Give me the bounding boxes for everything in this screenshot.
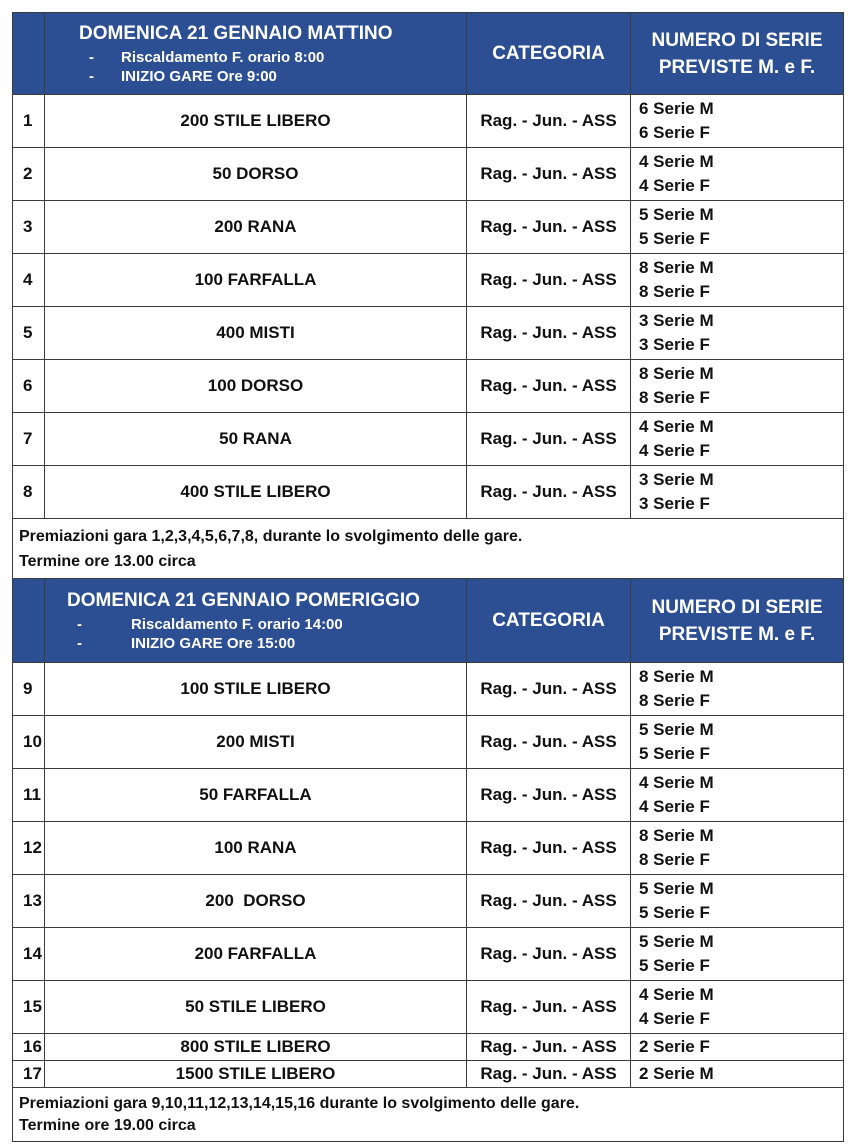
series-female: 5 Serie F	[639, 229, 710, 248]
event-series	[631, 201, 844, 254]
series-male: 4 Serie M	[639, 985, 714, 1004]
morning-bullets	[79, 48, 466, 86]
afternoon-start-time: - INIZIO GARE Ore 15:00	[67, 634, 466, 653]
morning-end-time-note: Termine ore 13.00 circa	[19, 552, 196, 570]
event-name: 100 RANA	[45, 822, 467, 875]
series-header-line1: NUMERO DI SERIE	[651, 29, 823, 51]
series-male: 8 Serie M	[639, 258, 714, 277]
morning-notes-row	[13, 519, 844, 579]
table-row	[13, 928, 844, 981]
afternoon-notes-cell	[13, 1088, 844, 1142]
event-name: 200 DORSO	[45, 875, 467, 928]
event-series	[631, 981, 844, 1034]
series-female: 2 Serie F	[639, 1037, 710, 1056]
table-row	[13, 95, 844, 148]
series-header	[631, 579, 844, 663]
table-row	[13, 1034, 844, 1061]
series-female: 8 Serie F	[639, 850, 710, 869]
series-female: 3 Serie F	[639, 335, 710, 354]
event-category: Rag. - Jun. - ASS	[467, 981, 631, 1034]
event-series	[631, 716, 844, 769]
header-blank-cell	[13, 579, 45, 663]
event-number: 15	[13, 981, 45, 1034]
event-series	[631, 95, 844, 148]
event-series	[631, 413, 844, 466]
event-category: Rag. - Jun. - ASS	[467, 466, 631, 519]
afternoon-warmup: - Riscaldamento F. orario 14:00	[67, 615, 466, 634]
morning-header-cell	[45, 13, 467, 95]
series-female: 5 Serie F	[639, 903, 710, 922]
afternoon-end-time-note: Termine ore 19.00 circa	[19, 1116, 196, 1134]
series-male: 5 Serie M	[639, 932, 714, 951]
event-name: 400 STILE LIBERO	[45, 466, 467, 519]
morning-header-row	[13, 13, 844, 95]
event-number: 1	[13, 95, 45, 148]
event-number: 5	[13, 307, 45, 360]
afternoon-header-row	[13, 579, 844, 663]
category-header: CATEGORIA	[467, 579, 631, 663]
table-row	[13, 360, 844, 413]
series-male: 5 Serie M	[639, 720, 714, 739]
event-number: 17	[13, 1061, 45, 1088]
event-series	[631, 1034, 844, 1061]
event-category: Rag. - Jun. - ASS	[467, 413, 631, 466]
event-number: 10	[13, 716, 45, 769]
header-blank-cell	[13, 13, 45, 95]
series-male: 5 Serie M	[639, 879, 714, 898]
afternoon-header-cell	[45, 579, 467, 663]
schedule-table	[12, 12, 844, 1142]
series-male: 8 Serie M	[639, 364, 714, 383]
event-series	[631, 822, 844, 875]
event-number: 12	[13, 822, 45, 875]
event-name: 100 DORSO	[45, 360, 467, 413]
event-name: 400 MISTI	[45, 307, 467, 360]
series-female: 8 Serie F	[639, 691, 710, 710]
event-category: Rag. - Jun. - ASS	[467, 1061, 631, 1088]
event-name: 200 MISTI	[45, 716, 467, 769]
series-female: 8 Serie F	[639, 282, 710, 301]
event-number: 3	[13, 201, 45, 254]
series-female: 5 Serie F	[639, 956, 710, 975]
event-name: 50 RANA	[45, 413, 467, 466]
event-category: Rag. - Jun. - ASS	[467, 663, 631, 716]
event-series	[631, 360, 844, 413]
event-category: Rag. - Jun. - ASS	[467, 307, 631, 360]
series-female: 5 Serie F	[639, 744, 710, 763]
event-name: 50 FARFALLA	[45, 769, 467, 822]
event-category: Rag. - Jun. - ASS	[467, 95, 631, 148]
event-number: 4	[13, 254, 45, 307]
event-category: Rag. - Jun. - ASS	[467, 875, 631, 928]
event-name: 1500 STILE LIBERO	[45, 1061, 467, 1088]
category-header: CATEGORIA	[467, 13, 631, 95]
series-header-line2: PREVISTE M. e F.	[658, 56, 816, 78]
table-row	[13, 307, 844, 360]
series-male: 3 Serie M	[639, 311, 714, 330]
event-series	[631, 307, 844, 360]
table-row	[13, 466, 844, 519]
table-row	[13, 716, 844, 769]
afternoon-bullets	[67, 615, 466, 653]
schedule-sheet	[12, 12, 843, 1142]
event-category: Rag. - Jun. - ASS	[467, 148, 631, 201]
series-male: 2 Serie M	[639, 1064, 714, 1083]
event-number: 14	[13, 928, 45, 981]
event-name: 100 FARFALLA	[45, 254, 467, 307]
event-category: Rag. - Jun. - ASS	[467, 928, 631, 981]
table-row	[13, 981, 844, 1034]
event-series	[631, 875, 844, 928]
morning-notes-cell	[13, 519, 844, 579]
afternoon-awards-note: Premiazioni gara 9,10,11,12,13,14,15,16 durante lo svolgimento delle gare.	[19, 1094, 580, 1112]
event-category: Rag. - Jun. - ASS	[467, 1034, 631, 1061]
series-male: 8 Serie M	[639, 826, 714, 845]
series-header	[631, 13, 844, 95]
event-name: 200 FARFALLA	[45, 928, 467, 981]
morning-awards-note: Premiazioni gara 1,2,3,4,5,6,7,8, durante lo svolgimento delle gare.	[19, 527, 523, 545]
series-male: 4 Serie M	[639, 417, 714, 436]
series-female: 4 Serie F	[639, 1009, 710, 1028]
table-row	[13, 663, 844, 716]
event-name: 200 RANA	[45, 201, 467, 254]
event-number: 6	[13, 360, 45, 413]
morning-start-time: - INIZIO GARE Ore 9:00	[79, 67, 466, 86]
series-female: 4 Serie F	[639, 176, 710, 195]
series-female: 3 Serie F	[639, 494, 710, 513]
event-number: 13	[13, 875, 45, 928]
event-series	[631, 1061, 844, 1088]
event-number: 11	[13, 769, 45, 822]
afternoon-session-title: DOMENICA 21 GENNAIO POMERIGGIO	[67, 590, 420, 611]
event-category: Rag. - Jun. - ASS	[467, 769, 631, 822]
table-row	[13, 1061, 844, 1088]
table-row	[13, 254, 844, 307]
event-category: Rag. - Jun. - ASS	[467, 201, 631, 254]
event-category: Rag. - Jun. - ASS	[467, 360, 631, 413]
event-series	[631, 663, 844, 716]
event-series	[631, 148, 844, 201]
event-series	[631, 769, 844, 822]
series-header-line2: PREVISTE M. e F.	[658, 623, 816, 645]
series-male: 3 Serie M	[639, 470, 714, 489]
series-male: 8 Serie M	[639, 667, 714, 686]
series-header-line1: NUMERO DI SERIE	[651, 596, 823, 618]
series-female: 4 Serie F	[639, 441, 710, 460]
event-number: 9	[13, 663, 45, 716]
event-number: 16	[13, 1034, 45, 1061]
series-male: 6 Serie M	[639, 99, 714, 118]
series-male: 4 Serie M	[639, 152, 714, 171]
event-name: 100 STILE LIBERO	[45, 663, 467, 716]
event-series	[631, 928, 844, 981]
afternoon-notes-row	[13, 1088, 844, 1142]
series-female: 8 Serie F	[639, 388, 710, 407]
table-row	[13, 148, 844, 201]
table-row	[13, 822, 844, 875]
event-category: Rag. - Jun. - ASS	[467, 716, 631, 769]
event-name: 50 DORSO	[45, 148, 467, 201]
event-number: 7	[13, 413, 45, 466]
event-name: 800 STILE LIBERO	[45, 1034, 467, 1061]
morning-session-title: DOMENICA 21 GENNAIO MATTINO	[79, 23, 393, 44]
event-category: Rag. - Jun. - ASS	[467, 254, 631, 307]
table-row	[13, 875, 844, 928]
event-category: Rag. - Jun. - ASS	[467, 822, 631, 875]
series-male: 4 Serie M	[639, 773, 714, 792]
event-number: 2	[13, 148, 45, 201]
morning-warmup: - Riscaldamento F. orario 8:00	[79, 48, 466, 67]
series-male: 5 Serie M	[639, 205, 714, 224]
event-name: 50 STILE LIBERO	[45, 981, 467, 1034]
event-number: 8	[13, 466, 45, 519]
series-female: 4 Serie F	[639, 797, 710, 816]
event-name: 200 STILE LIBERO	[45, 95, 467, 148]
table-row	[13, 201, 844, 254]
table-row	[13, 769, 844, 822]
event-series	[631, 254, 844, 307]
event-series	[631, 466, 844, 519]
table-row	[13, 413, 844, 466]
series-female: 6 Serie F	[639, 123, 710, 142]
